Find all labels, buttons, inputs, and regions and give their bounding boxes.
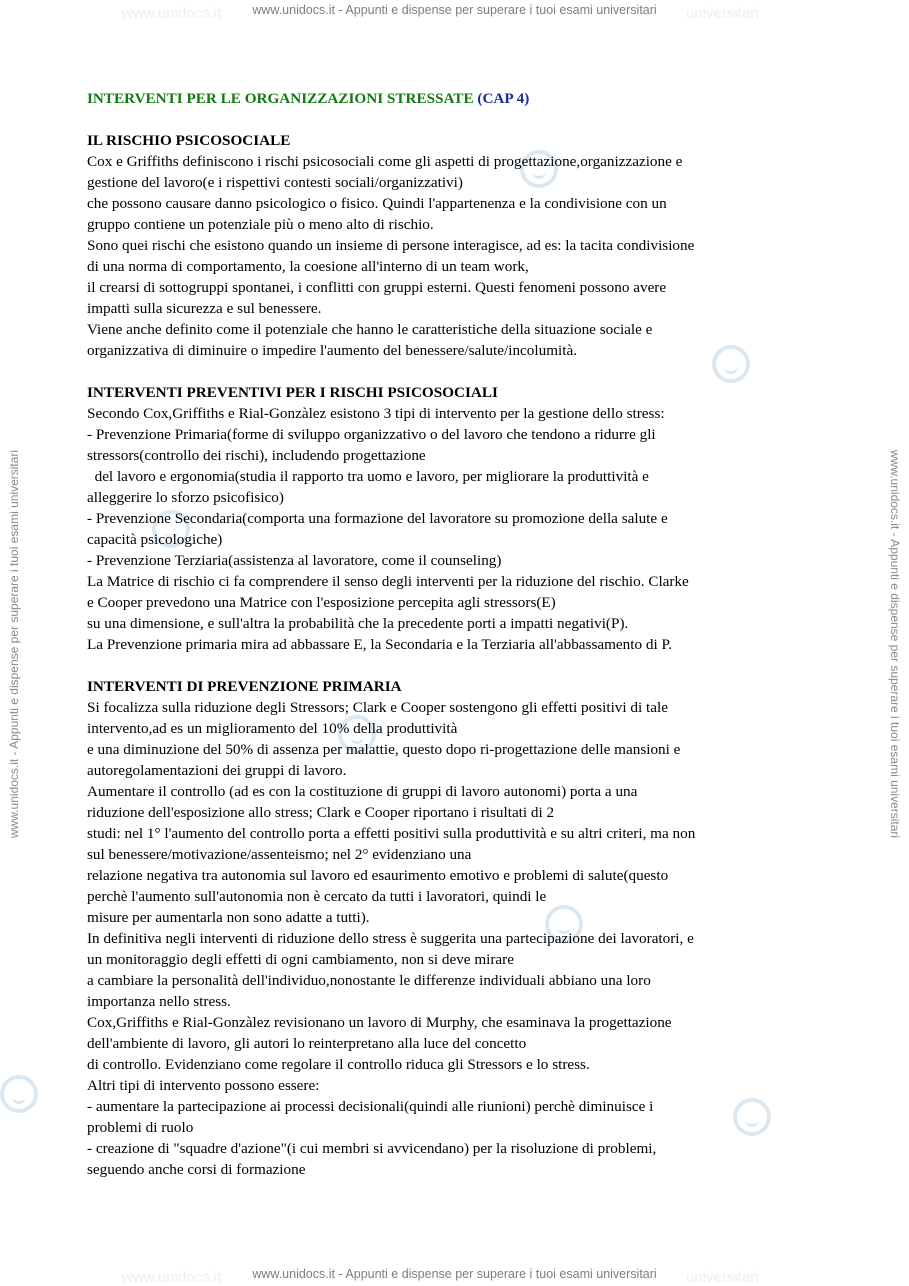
text-line: un monitoraggio degli effetti di ogni cambiamento, non si deve mirare [87,951,514,968]
text-line: La Matrice di rischio ci fa comprendere il senso degli interventi per la riduzione del rischio. Clarke [87,573,689,590]
text-line: stressors(controllo dei rischi), includendo progettazione [87,447,426,464]
text-line: gestione del lavoro(e i rispettivi contesti sociali/organizzativi) [87,174,463,191]
text-line: Aumentare il controllo (ad es con la costituzione di gruppi di lavoro autonomi) porta a una [87,783,638,800]
text-line: - Prevenzione Primaria(forme di sviluppo organizzativo o del lavoro che tendono a ridurre gli [87,426,656,443]
footer-banner: www.unidocs.it - Appunti e dispense per superare i tuoi esami universitari [252,1267,657,1281]
text-line: alleggerire lo sforzo psicofisico) [87,489,284,506]
text-line: a cambiare la personalità dell'individuo,nonostante le differenze individuali abbiano una loro [87,972,651,989]
section-body [87,403,827,655]
text-line: La Prevenzione primaria mira ad abbassare E, la Secondaria e la Terziaria all'abbassamento di P. [87,636,673,653]
left-side-banner: www.unidocs.it - Appunti e dispense per superare i tuoi esami universitari [7,449,21,839]
text-line: organizzativa di diminuire o impedire l'aumento del benessere/salute/incolumità. [87,342,577,359]
section-heading: INTERVENTI DI PREVENZIONE PRIMARIA [87,678,402,695]
text-line: Secondo Cox,Griffiths e Rial-Gonzàlez esistono 3 tipi di intervento per la gestione dello stress: [87,405,665,422]
text-line: problemi di ruolo [87,1119,194,1136]
ghost-watermark: www.unidocs.it [122,5,222,22]
section-heading: IL RISCHIO PSICOSOCIALE [87,132,291,149]
text-line: che possono causare danno psicologico o fisico. Quindi l'appartenenza e la condivisione con un [87,195,667,212]
text-line: Cox e Griffiths definiscono i rischi psicosociali come gli aspetti di progettazione,organizzazione e [87,153,683,170]
text-line: In definitiva negli interventi di riduzione dello stress è suggerita una partecipazione dei lavoratori, e [87,930,694,947]
text-line: Cox,Griffiths e Rial-Gonzàlez revisionano un lavoro di Murphy, che esaminava la progettazione [87,1014,672,1031]
page-title: INTERVENTI PER LE ORGANIZZAZIONI STRESSATE (CAP 4) [87,90,530,107]
text-line: riduzione dell'esposizione allo stress; Clark e Cooper riportano i risultati di 2 [87,804,555,821]
text-line: di una norma di comportamento, la coesione all'interno di un team work, [87,258,529,275]
text-line: - creazione di "squadre d'azione"(i cui membri si avvicendano) per la risoluzione di problemi, [87,1140,657,1157]
text-line: di controllo. Evidenziano come regolare il controllo riduca gli Stressors e lo stress. [87,1056,590,1073]
text-line: gruppo contiene un potenziale più o meno alto di rischio. [87,216,434,233]
text-line: Altri tipi di intervento possono essere: [87,1077,320,1094]
text-line: capacità psicologiche) [87,531,223,548]
text-line: su una dimensione, e sull'altra la probabilità che la precedente porti a impatti negativi(P). [87,615,629,632]
text-line: dell'ambiente di lavoro, gli autori lo reinterpretano alla luce del concetto [87,1035,527,1052]
text-line: misure per aumentarla non sono adatte a tutti). [87,909,370,926]
text-line: seguendo anche corsi di formazione [87,1161,306,1178]
watermark-logo-icon [0,1075,38,1113]
text-line: - aumentare la partecipazione ai processi decisionali(quindi alle riunioni) perchè diminuisce i [87,1098,654,1115]
header-banner: www.unidocs.it - Appunti e dispense per superare i tuoi esami universitari [252,3,657,17]
section-heading: INTERVENTI PREVENTIVI PER I RISCHI PSICOSOCIALI [87,384,498,401]
text-line: e una diminuzione del 50% di assenza per malattie, questo dopo ri-progettazione delle mansioni e [87,741,681,758]
chapter-label: CAP 4 [482,90,525,107]
section-body [87,697,827,1180]
document-body [87,88,827,1180]
text-line: il crearsi di sottogruppi spontanei, i conflitti con gruppi esterni. Questi fenomeni possono avere [87,279,667,296]
right-side-banner: www.unidocs.it - Appunti e dispense per superare i tuoi esami universitari [888,449,902,839]
text-line: Viene anche definito come il potenziale che hanno le caratteristiche della situazione sociale e [87,321,653,338]
text-line: del lavoro e ergonomia(studia il rapporto tra uomo e lavoro, per migliorare la produttività e [87,468,649,485]
ghost-watermark: universitari [686,5,759,22]
text-line: - Prevenzione Terziaria(assistenza al lavoratore, come il counseling) [87,552,502,569]
text-line: impatti sulla sicurezza e sul benessere. [87,300,322,317]
text-line: Si focalizza sulla riduzione degli Stressors; Clark e Cooper sostengono gli effetti positivi di tale [87,699,668,716]
text-line: perchè l'aumento sull'autonomia non è cercato da tutti i lavoratori, quindi le [87,888,547,905]
text-line: Sono quei rischi che esistono quando un insieme di persone interagisce, ad es: la tacita condivisione [87,237,695,254]
ghost-watermark: universitari [686,1269,759,1286]
text-line: - Prevenzione Secondaria(comporta una formazione del lavoratore su promozione della salute e [87,510,668,527]
text-line: sul benessere/motivazione/assenteismo; nel 2° evidenziano una [87,846,472,863]
text-line: relazione negativa tra autonomia sul lavoro ed esaurimento emotivo e problemi di salute(questo [87,867,669,884]
text-line: importanza nello stress. [87,993,231,1010]
text-line: e Cooper prevedono una Matrice con l'esposizione percepita agli stressors(E) [87,594,556,611]
ghost-watermark: www.unidocs.it [122,1269,222,1286]
text-line: autoregolamentazioni dei gruppi di lavoro. [87,762,347,779]
section-body [87,151,827,361]
text-line: studi: nel 1° l'aumento del controllo porta a effetti positivi sulla produttività e su altri criteri, ma non [87,825,696,842]
text-line: intervento,ad es un miglioramento del 10% della produttività [87,720,458,737]
